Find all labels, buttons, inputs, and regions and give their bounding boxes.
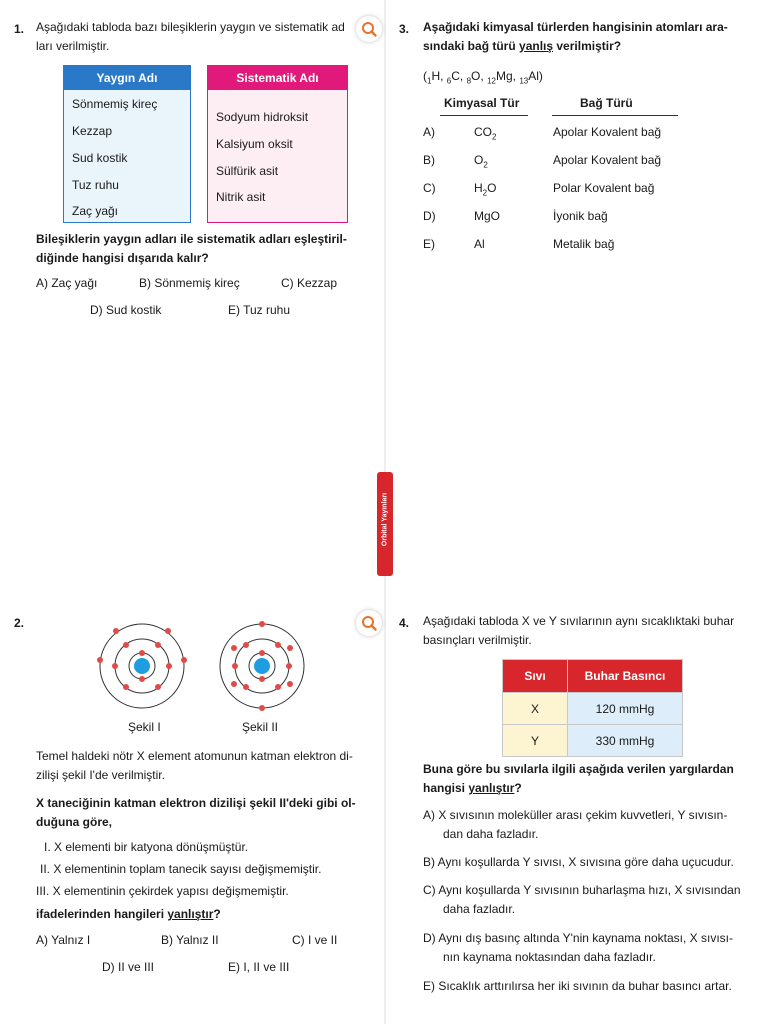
- q4-option-b[interactable]: B) Aynı koşullarda Y sıvısı, X sıvısına göre daha uçucudur.: [423, 855, 734, 869]
- systematic-names-header: Sistematik Adı: [208, 66, 347, 90]
- q3-species: $CO_2$: [474, 125, 497, 142]
- systematic-name-item: Sodyum hidroksit: [216, 110, 309, 124]
- q3-bond: Apolar Kovalent bağ: [553, 153, 662, 167]
- q4-option-c-cont[interactable]: daha fazladır.: [443, 902, 516, 916]
- common-name-item: Zaç yağı: [72, 204, 119, 218]
- col-pressure-header: Buhar Basıncı: [568, 660, 683, 693]
- publisher-tab: [377, 472, 393, 576]
- q1-option-e[interactable]: E) Tuz ruhu: [228, 303, 291, 317]
- table-row: [503, 693, 683, 725]
- q4-option-a-cont[interactable]: dan daha fazladır.: [443, 827, 539, 841]
- zoom-button-q2[interactable]: [356, 610, 382, 636]
- pressure-cell: 120 mmHg: [568, 693, 683, 725]
- common-name-item: Sud kostik: [72, 151, 128, 165]
- q3-col-bond-line: [552, 115, 678, 116]
- liquid-cell: X: [503, 693, 568, 725]
- common-name-item: Tuz ruhu: [72, 178, 119, 192]
- q4-question-line2: hangisi yanlıştır?: [423, 781, 522, 795]
- q1-option-a[interactable]: A) Zaç yağı: [36, 276, 98, 290]
- q1-option-b[interactable]: B) Sönmemiş kireç: [139, 276, 240, 290]
- q3-col-bond: Bağ Türü: [580, 96, 633, 110]
- q1-option-c[interactable]: C) Kezzap: [281, 276, 338, 290]
- search-icon: [356, 16, 382, 42]
- atom-figure-1: [92, 620, 202, 712]
- q1-option-d[interactable]: D) Sud kostik: [90, 303, 162, 317]
- q4-option-c[interactable]: C) Aynı koşullarda Y sıvısının buharlaşma hızı, X sıvısından: [423, 883, 741, 897]
- q3-bond: İyonik bağ: [553, 209, 608, 223]
- table-row: [503, 725, 683, 757]
- q3-option-b-letter[interactable]: B): [423, 153, 435, 167]
- common-names-header: Yaygın Adı: [64, 66, 190, 90]
- q4-question-line1: Buna göre bu sıvılarla ilgili aşağıda verilen yargılardan: [423, 762, 734, 776]
- q4-option-a[interactable]: A) X sıvısının moleküller arası çekim kuvvetleri, Y sıvısın-: [423, 808, 728, 822]
- q2-statement: II. X elementinin toplam tanecik sayısı değişmemiştir.: [40, 862, 322, 876]
- search-icon: [356, 610, 382, 636]
- q3-species: MgO: [474, 209, 501, 223]
- q3-number: 3.: [399, 22, 410, 36]
- liquid-cell: Y: [503, 725, 568, 757]
- common-name-item: Kezzap: [72, 124, 113, 138]
- q3-col-species-line: [440, 115, 528, 116]
- q4-number: 4.: [399, 616, 410, 630]
- vapor-pressure-table: [502, 659, 683, 757]
- q3-elements-note: ($_1H$, $_6$C, $_8$O, $_{12}$Mg, $_{13}$Al): [423, 69, 543, 86]
- q4-option-e[interactable]: E) Sıcaklık arttırılırsa her iki sıvının da buhar basıncı artar.: [423, 979, 732, 993]
- q3-option-a-letter[interactable]: A): [423, 125, 435, 139]
- q2-option-d[interactable]: D) II ve III: [102, 960, 155, 974]
- q4-option-d-cont[interactable]: nın kaynama noktasından daha fazladır.: [443, 950, 656, 964]
- q1-question-line2: diğinde hangisi dışarıda kalır?: [36, 251, 209, 265]
- common-names-box: [63, 65, 191, 223]
- q3-option-d-letter[interactable]: D): [423, 209, 436, 223]
- q2-question-line2: duğuna göre,: [36, 815, 112, 829]
- publisher-label: Orbital Yayınları: [381, 492, 389, 547]
- q3-species: $O_2$: [474, 153, 488, 170]
- q2-stem-line2: zilişi şekil I'de verilmiştir.: [36, 768, 165, 782]
- q2-statement: III. X elementinin çekirdek yapısı değişmemiştir.: [36, 884, 289, 898]
- q2-question-line1: X taneciğinin katman elektron dizilişi şekil II'deki gibi ol-: [36, 796, 356, 810]
- q2-option-e[interactable]: E) I, II ve III: [228, 960, 290, 974]
- figure-1-label: Şekil I: [128, 720, 161, 734]
- q2-ask: ifadelerinden hangileri yanlıştır?: [36, 907, 221, 921]
- col-liquid-header: Sıvı: [503, 660, 568, 693]
- q2-statement: I. X elementi bir katyona dönüşmüştür.: [44, 840, 249, 854]
- q3-stem-line1: Aşağıdaki kimyasal türlerden hangisinin atomları ara-: [423, 20, 728, 34]
- q3-species: $H_2O$: [474, 181, 497, 198]
- systematic-names-box: [207, 65, 348, 223]
- q1-number: 1.: [14, 22, 25, 36]
- q2-option-c[interactable]: C) I ve II: [292, 933, 338, 947]
- q3-option-e-letter[interactable]: E): [423, 237, 435, 251]
- atom-figure-2: [212, 620, 322, 712]
- q1-stem-line2: ları verilmiştir.: [36, 39, 110, 53]
- q3-stem-line2: sındaki bağ türü yanlış verilmiştir?: [423, 39, 622, 53]
- systematic-name-item: Nitrik asit: [216, 190, 266, 204]
- q3-bond: Metalik bağ: [553, 237, 615, 251]
- q3-col-species: Kimyasal Tür: [444, 96, 520, 110]
- common-name-item: Sönmemiş kireç: [72, 97, 158, 111]
- q3-bond: Apolar Kovalent bağ: [553, 125, 662, 139]
- q3-option-c-letter[interactable]: C): [423, 181, 436, 195]
- q2-stem-line1: Temel haldeki nötr X element atomunun katman elektron di-: [36, 749, 353, 763]
- figure-2-label: Şekil II: [242, 720, 279, 734]
- q4-option-d[interactable]: D) Aynı dış basınç altında Y'nin kaynama noktası, X sıvısı-: [423, 931, 734, 945]
- q4-stem-line1: Aşağıdaki tabloda X ve Y sıvılarının aynı sıcaklıktaki buhar: [423, 614, 735, 628]
- nucleus: [254, 658, 270, 674]
- q1-question-line1: Bileşiklerin yaygın adları ile sistematik adları eşleştiril-: [36, 232, 347, 246]
- q2-option-b[interactable]: B) Yalnız II: [161, 933, 219, 947]
- zoom-button-q1[interactable]: [356, 16, 382, 42]
- systematic-name-item: Sülfürik asit: [216, 164, 279, 178]
- systematic-name-item: Kalsiyum oksit: [216, 137, 293, 151]
- q2-option-a[interactable]: A) Yalnız I: [36, 933, 91, 947]
- q2-number: 2.: [14, 616, 25, 630]
- q4-stem-line2: basınçları verilmiştir.: [423, 633, 532, 647]
- nucleus: [134, 658, 150, 674]
- pressure-cell: 330 mmHg: [568, 725, 683, 757]
- q3-species: Al: [474, 237, 485, 251]
- q1-stem-line1: Aşağıdaki tabloda bazı bileşiklerin yaygın ve sistematik ad: [36, 20, 345, 34]
- q3-bond: Polar Kovalent bağ: [553, 181, 655, 195]
